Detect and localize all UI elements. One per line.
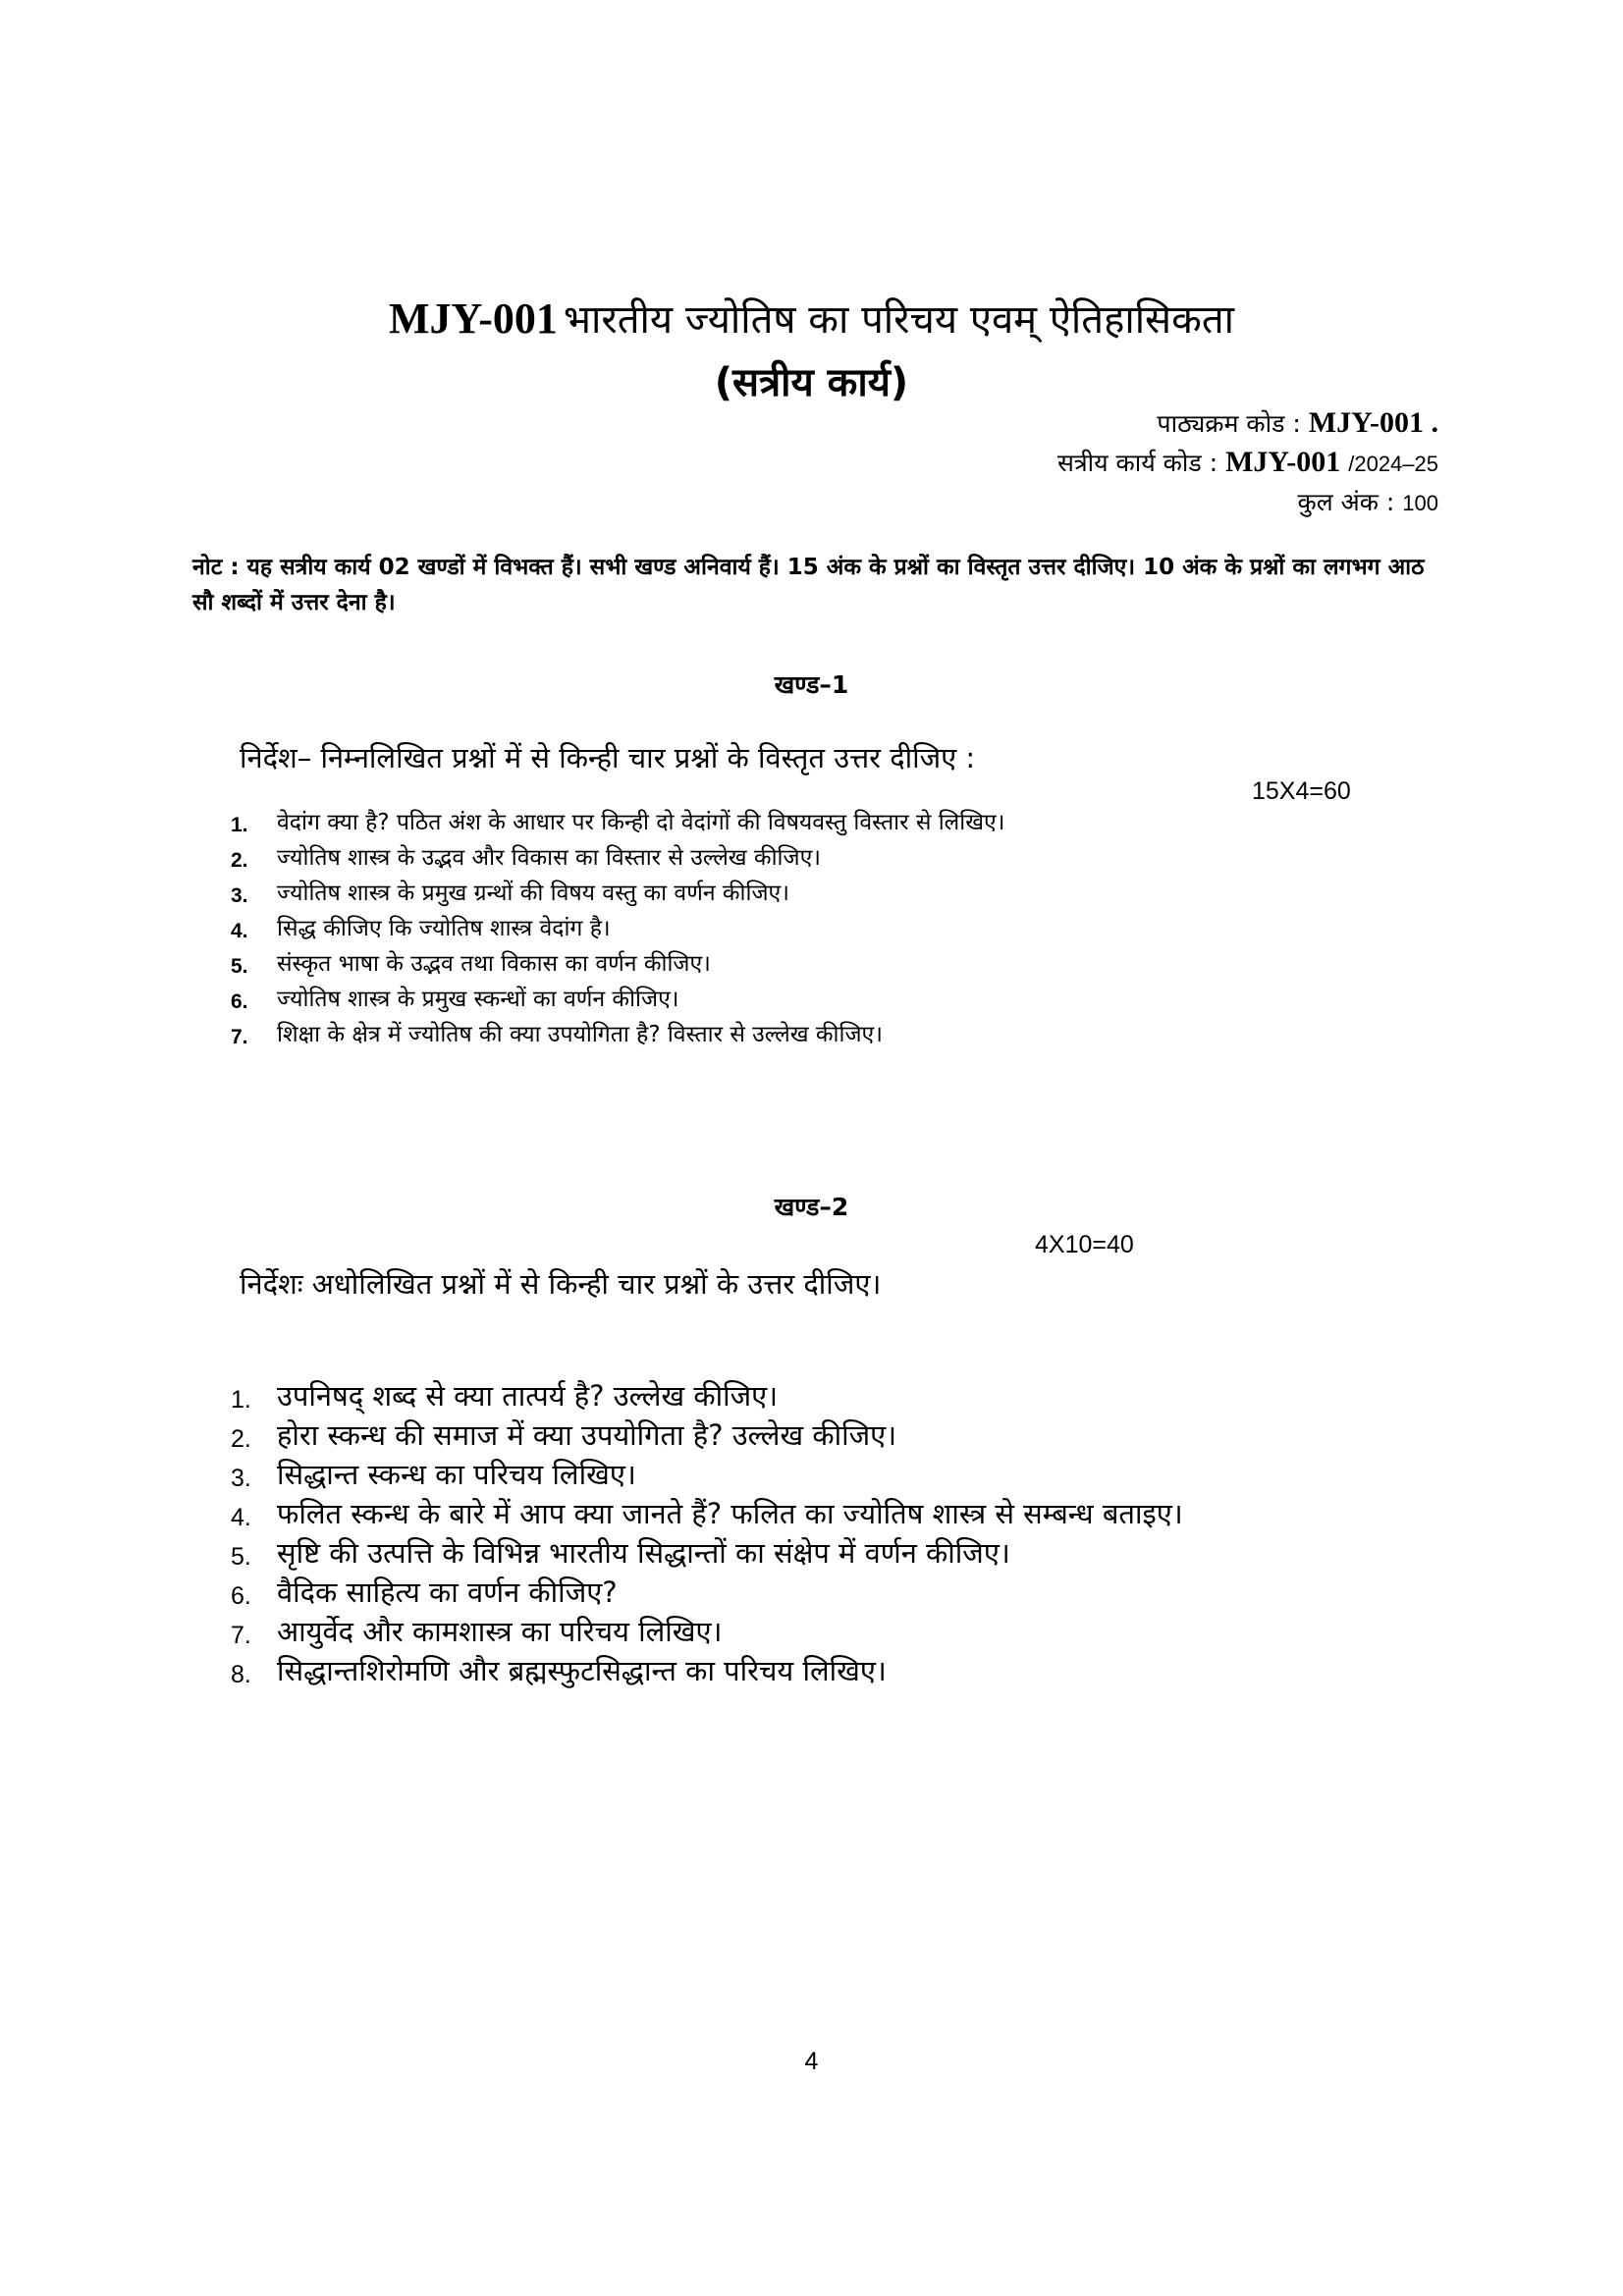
question-number: 7. [231, 1622, 251, 1649]
section-1-heading: खण्ड–1 [774, 670, 849, 699]
question-text: संस्कृत भाषा के उद्भव तथा विकास का वर्णन कीजिए। [277, 951, 711, 977]
question-number: 2. [231, 849, 248, 872]
total-marks-row [1298, 485, 1438, 518]
question-number: 4. [231, 1504, 251, 1531]
question-number: 8. [231, 1661, 251, 1688]
course-name: भारतीय ज्योतिष का परिचय एवम् ऐतिहासिकता [563, 297, 1234, 343]
question-text: ज्योतिष शास्त्र के प्रमुख स्कन्धों का वर्णन कीजिए। [277, 987, 679, 1012]
question-text: ज्योतिष शास्त्र के उद्भव और विकास का विस्तार से उल्लेख कीजिए। [277, 845, 822, 871]
question-number: 1. [231, 814, 248, 836]
question-number: 5. [231, 1543, 251, 1571]
question-text: आयुर्वेद और कामशास्त्र का परिचय लिखिए। [277, 1615, 723, 1648]
assignment-note: नोट : यह सत्रीय कार्य 02 खण्डों में विभक्त हैं। सभी खण्ड अनिवार्य हैं। 15 अंक के प्रश्नों का विस्तृत उत्तर दीजिए। 10 अंक के प्रश्नों का लगभग आठ सौ शब्दों में उत्तर देना है। [192, 555, 1425, 615]
question-number: 1. [231, 1386, 251, 1414]
question-number: 7. [231, 1026, 248, 1048]
total-marks-label: कुल अंक : [1297, 488, 1395, 516]
question-number: 4. [231, 920, 248, 942]
question-text: वेदांग क्या है? पठित अंश के आधार पर किन्ही दो वेदांगों की विषयवस्तु विस्तार से लिखिए। [277, 810, 1005, 835]
question-text: होरा स्कन्ध की समाज में क्या उपयोगिता है? उल्लेख कीजिए। [277, 1418, 897, 1452]
assignment-code-value: MJY-001 [1225, 446, 1341, 478]
assignment-code-year: /2024–25 [1348, 452, 1438, 476]
question-number: 5. [231, 955, 248, 978]
question-number: 2. [231, 1425, 251, 1453]
course-code-title: MJY-001 [389, 294, 558, 343]
assignment-code-row [1057, 446, 1438, 479]
section-1-marks: 15X4=60 [1252, 777, 1351, 805]
question-text: सिद्ध कीजिए कि ज्योतिष शास्त्र वेदांग है। [277, 916, 611, 941]
section-2-heading: खण्ड–2 [774, 1193, 849, 1221]
section-1-instruction: निर्देश– निम्नलिखित प्रश्नों में से किन्ही चार प्रश्नों के विस्तृत उत्तर दीजिए : [240, 741, 976, 774]
total-marks-value: 100 [1402, 491, 1438, 515]
course-code-label: पाठ्यक्रम कोड : [1157, 409, 1301, 438]
question-text: शिक्षा के क्षेत्र में ज्योतिष की क्या उपयोगिता है? विस्तार से उल्लेख कीजिए। [277, 1022, 883, 1047]
question-number: 6. [231, 1582, 251, 1610]
assignment-code-label: सत्रीय कार्य कोड : [1056, 449, 1218, 477]
question-number: 3. [231, 884, 248, 907]
question-text: सृष्टि की उत्पत्ति के विभिन्न भारतीय सिद्धान्तों का संक्षेप में वर्णन कीजिए। [277, 1536, 1010, 1570]
course-code-row [1157, 406, 1438, 440]
course-code-value: MJY-001 . [1308, 406, 1438, 439]
document-title [0, 291, 1623, 345]
section-2-marks: 4X10=40 [1035, 1231, 1134, 1258]
question-text: वैदिक साहित्य का वर्णन कीजिए? [277, 1575, 618, 1609]
question-number: 6. [231, 990, 248, 1013]
question-text: सिद्धान्त स्कन्ध का परिचय लिखिए। [277, 1458, 636, 1491]
question-text: सिद्धान्तशिरोमणि और ब्रह्मस्फुटसिद्धान्त का परिचय लिखिए। [277, 1654, 887, 1687]
question-text: ज्योतिष शास्त्र के प्रमुख ग्रन्थों की विषय वस्तु का वर्णन कीजिए। [277, 881, 789, 906]
page-number: 4 [804, 2048, 819, 2075]
question-text: फलित स्कन्ध के बारे में आप क्या जानते हैं? फलित का ज्योतिष शास्त्र से सम्बन्ध बताइए। [277, 1497, 1183, 1530]
document-subtitle: (सत्रीय कार्य) [714, 360, 909, 405]
question-text: उपनिषद् शब्द से क्या तात्पर्य है? उल्लेख कीजिए। [277, 1379, 779, 1413]
section-2-instruction: निर्देशः अधोलिखित प्रश्नों में से किन्ही चार प्रश्नों के उत्तर दीजिए। [240, 1267, 882, 1301]
question-number: 3. [231, 1465, 251, 1492]
